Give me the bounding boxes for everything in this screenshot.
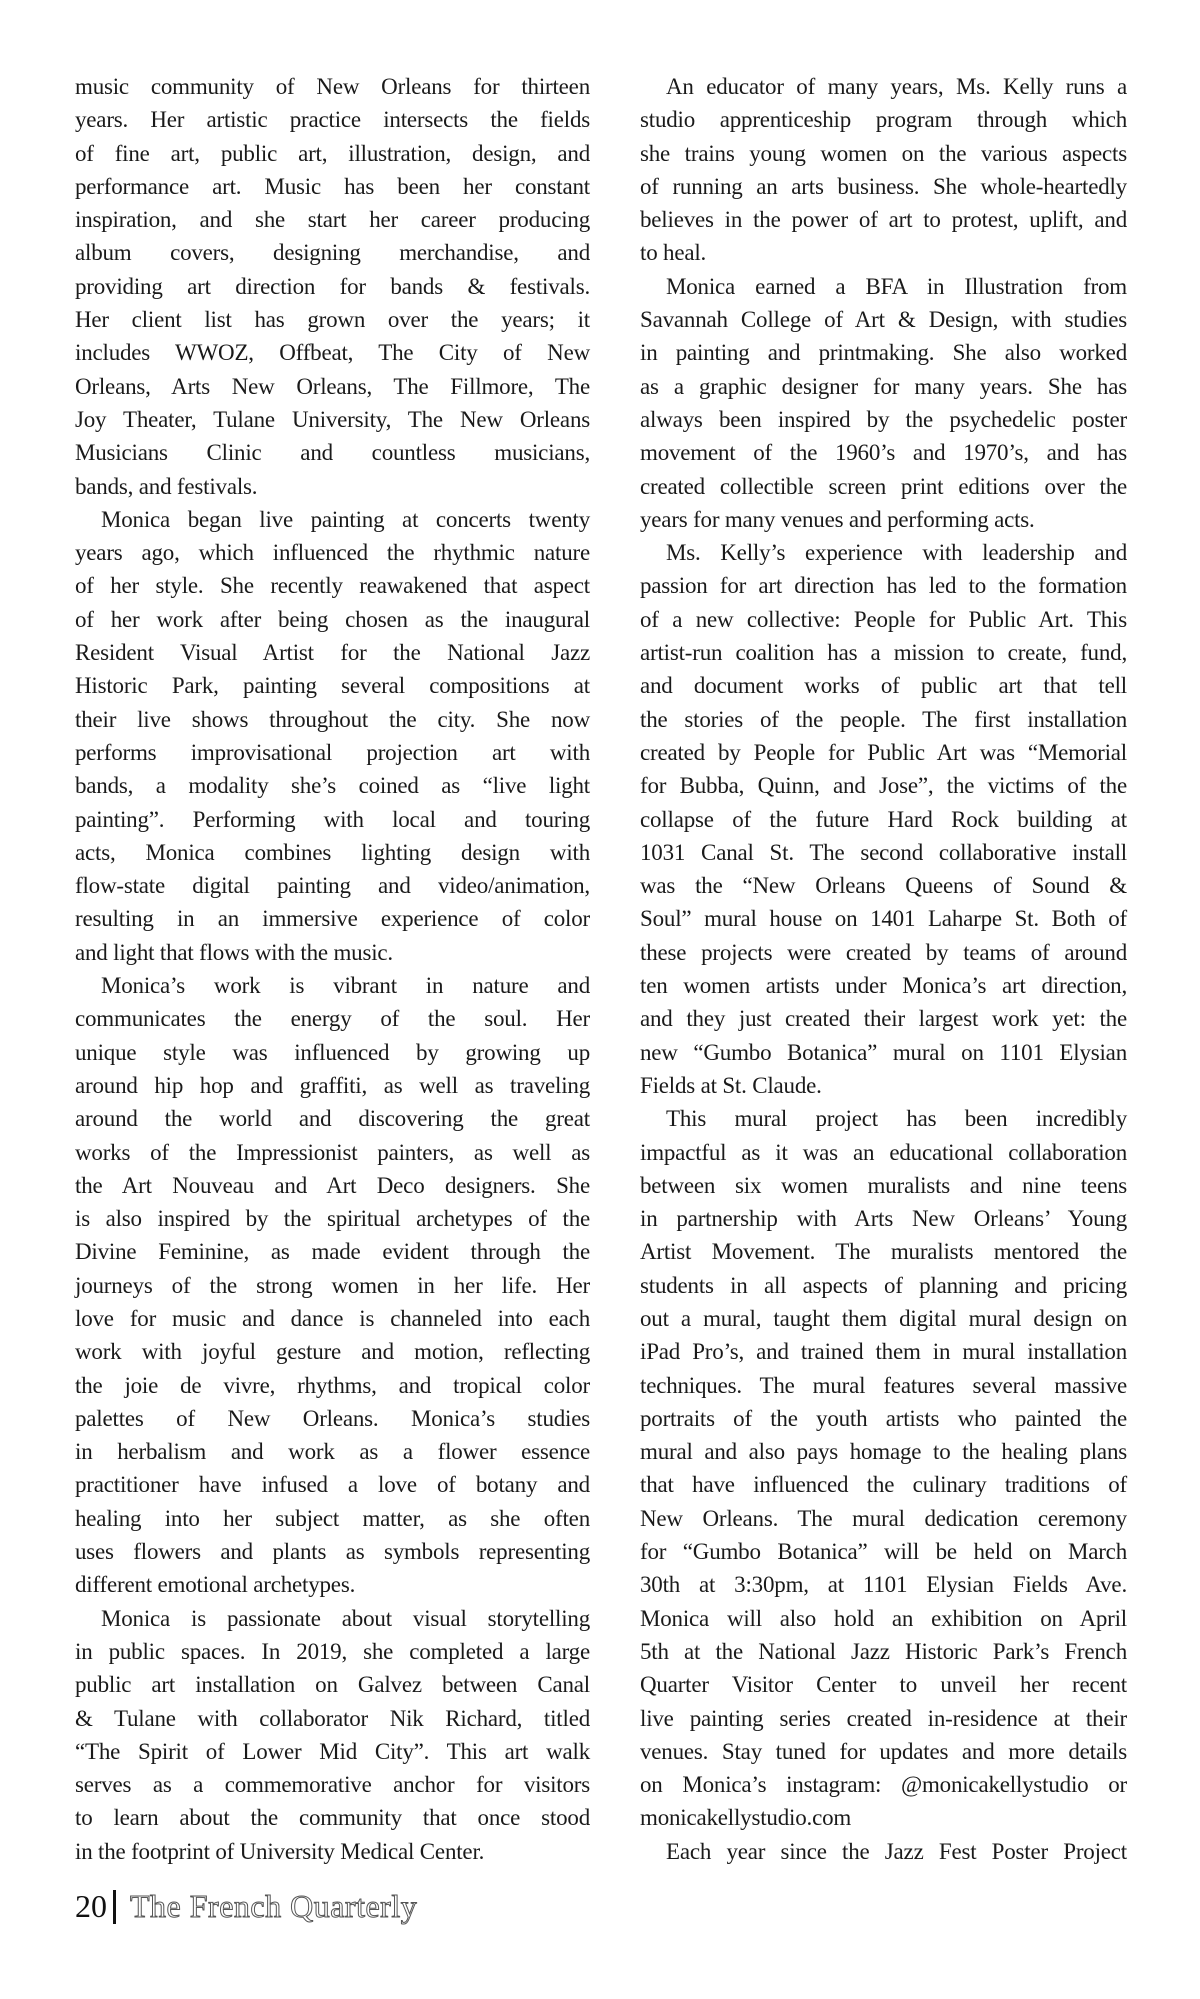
text-line: Joy Theater, Tulane University, The New Orleans <box>75 406 590 432</box>
text-line: uses flowers and plants as symbols representing <box>75 1539 590 1565</box>
publication-title: The French Quarterly <box>130 1888 418 1924</box>
text-line: created collectible screen print editions over the <box>640 473 1127 499</box>
text-line: she trains young women on the various aspects <box>640 140 1127 166</box>
text-line: Resident Visual Artist for the National Jazz <box>75 640 590 666</box>
text-line: created by People for Public Art was “Memorial <box>640 739 1127 765</box>
text-line: iPad Pro’s, and trained them in mural installation <box>640 1339 1127 1365</box>
text-line: works of the Impressionist painters, as well as <box>75 1139 590 1165</box>
text-line: bands, a modality she’s coined as “live light <box>75 773 590 799</box>
text-line: 5th at the National Jazz Historic Park’s French <box>640 1638 1127 1664</box>
text-line: Fields at St. Claude. <box>640 1072 822 1098</box>
text-line: resulting in an immersive experience of color <box>75 906 590 932</box>
text-line: believes in the power of art to protest, uplift, and <box>640 207 1127 233</box>
text-line: Historic Park, painting several compositions at <box>75 673 590 699</box>
text-line: and they just created their largest work yet: the <box>640 1006 1127 1032</box>
text-line: This mural project has been incredibly <box>666 1106 1127 1132</box>
text-line: in the footprint of University Medical Center. <box>75 1838 485 1864</box>
page-footer <box>75 1888 417 1925</box>
text-line: Orleans, Arts New Orleans, The Fillmore, The <box>75 373 590 399</box>
text-line: movement of the 1960’s and 1970’s, and has <box>640 440 1127 466</box>
text-line: Artist Movement. The muralists mentored the <box>640 1239 1127 1265</box>
text-line: in public spaces. In 2019, she completed a large <box>75 1638 590 1664</box>
text-line: was the “New Orleans Queens of Sound & <box>640 873 1127 899</box>
text-line: as a graphic designer for many years. She has <box>640 373 1127 399</box>
article-column-left <box>75 70 590 1868</box>
footer-divider <box>113 1890 116 1924</box>
text-line: new “Gumbo Botanica” mural on 1101 Elysian <box>640 1039 1127 1065</box>
text-line: work with joyful gesture and motion, reflecting <box>75 1339 590 1365</box>
text-line: for “Gumbo Botanica” will be held on March <box>640 1539 1127 1565</box>
text-line: Soul” mural house on 1401 Laharpe St. Both of <box>640 906 1127 932</box>
text-line: in herbalism and work as a flower essence <box>75 1439 590 1465</box>
text-line: Divine Feminine, as made evident through the <box>75 1239 590 1265</box>
text-line: years. Her artistic practice intersects the fields <box>75 107 590 133</box>
text-line: serves as a commemorative anchor for visitors <box>75 1772 590 1798</box>
text-line: Savannah College of Art & Design, with studies <box>640 307 1127 333</box>
text-line: mural and also pays homage to the healing plans <box>640 1439 1127 1465</box>
text-line: ten women artists under Monica’s art direction, <box>640 973 1127 999</box>
text-line: the Art Nouveau and Art Deco designers. She <box>75 1172 590 1198</box>
text-line: on Monica’s instagram: @monicakellystudio or <box>640 1772 1127 1798</box>
text-line: inspiration, and she start her career producing <box>75 207 590 233</box>
text-line: Monica earned a BFA in Illustration from <box>666 273 1127 299</box>
text-line: Monica is passionate about visual storytelling <box>101 1605 590 1631</box>
text-line: Her client list has grown over the years; it <box>75 307 590 333</box>
text-line: collapse of the future Hard Rock building at <box>640 806 1127 832</box>
text-line: music community of New Orleans for thirteen <box>75 74 590 99</box>
text-line: around hip hop and graffiti, as well as traveling <box>75 1072 590 1098</box>
text-line: is also inspired by the spiritual archetypes of the <box>75 1206 590 1232</box>
text-line: that have influenced the culinary traditions of <box>640 1472 1127 1498</box>
text-line: acts, Monica combines lighting design with <box>75 839 590 865</box>
text-line: love for music and dance is channeled into each <box>75 1305 590 1331</box>
text-line: and document works of public art that tell <box>640 673 1127 699</box>
text-line: to heal. <box>640 240 707 266</box>
text-line: Quarter Visitor Center to unveil her recent <box>640 1672 1127 1698</box>
text-line: New Orleans. The mural dedication ceremony <box>640 1505 1127 1531</box>
text-line: live painting series created in-residence at their <box>640 1705 1127 1731</box>
text-line: the joie de vivre, rhythms, and tropical color <box>75 1372 590 1398</box>
text-line: 1031 Canal St. The second collaborative install <box>640 839 1127 865</box>
text-line: studio apprenticeship program through which <box>640 107 1127 133</box>
text-line: in painting and printmaking. She also worked <box>640 340 1127 366</box>
text-line: always been inspired by the psychedelic poster <box>640 406 1127 432</box>
text-line: these projects were created by teams of around <box>640 939 1127 965</box>
text-line: students in all aspects of planning and pricing <box>640 1272 1127 1298</box>
text-line: passion for art direction has led to the formation <box>640 573 1127 599</box>
text-line: album covers, designing merchandise, and <box>75 240 590 266</box>
text-line: to learn about the community that once stood <box>75 1805 590 1831</box>
text-line: public art installation on Galvez between Canal <box>75 1672 590 1698</box>
text-line: in partnership with Arts New Orleans’ Young <box>640 1206 1127 1232</box>
text-line: Ms. Kelly’s experience with leadership and <box>666 540 1127 566</box>
text-line: performs improvisational projection art with <box>75 739 590 765</box>
text-line: Each year since the Jazz Fest Poster Project <box>666 1838 1127 1864</box>
text-line: and light that flows with the music. <box>75 939 393 965</box>
text-line: years ago, which influenced the rhythmic nature <box>75 540 590 566</box>
page-number: 20 <box>75 1888 107 1924</box>
text-line: of her style. She recently reawakened that aspect <box>75 573 590 599</box>
text-line: painting”. Performing with local and touring <box>75 806 590 832</box>
text-line: techniques. The mural features several massive <box>640 1372 1127 1398</box>
text-line: providing art direction for bands & festivals. <box>75 273 590 299</box>
text-line: the stories of the people. The first installation <box>640 706 1127 732</box>
text-line: unique style was influenced by growing up <box>75 1039 590 1065</box>
text-line: includes WWOZ, Offbeat, The City of New <box>75 340 590 366</box>
text-line: “The Spirit of Lower Mid City”. This art walk <box>75 1738 590 1764</box>
text-line: out a mural, taught them digital mural design on <box>640 1305 1127 1331</box>
text-line: years for many venues and performing acts. <box>640 506 1035 532</box>
text-line: around the world and discovering the great <box>75 1106 590 1132</box>
text-line: of running an arts business. She whole-heartedly <box>640 173 1127 199</box>
text-line: Musicians Clinic and countless musicians, <box>75 440 590 466</box>
text-line: impactful as it was an educational collaboration <box>640 1139 1127 1165</box>
text-line: Monica will also hold an exhibition on April <box>640 1605 1127 1631</box>
text-line: journeys of the strong women in her life. Her <box>75 1272 590 1298</box>
text-line: monicakellystudio.com <box>640 1805 852 1831</box>
text-line: performance art. Music has been her constant <box>75 173 590 199</box>
text-line: An educator of many years, Ms. Kelly runs a <box>666 74 1127 99</box>
text-line: flow-state digital painting and video/animation, <box>75 873 590 899</box>
text-line: between six women muralists and nine teens <box>640 1172 1127 1198</box>
text-line: palettes of New Orleans. Monica’s studies <box>75 1405 590 1431</box>
text-line: artist-run coalition has a mission to create, fund, <box>640 640 1127 666</box>
text-line: venues. Stay tuned for updates and more details <box>640 1738 1127 1764</box>
text-line: communicates the energy of the soul. Her <box>75 1006 590 1032</box>
text-line: healing into her subject matter, as she often <box>75 1505 590 1531</box>
text-line: 30th at 3:30pm, at 1101 Elysian Fields Ave. <box>640 1572 1127 1598</box>
text-line: their live shows throughout the city. She now <box>75 706 590 732</box>
text-line: for Bubba, Quinn, and Jose”, the victims of the <box>640 773 1127 799</box>
text-line: of her work after being chosen as the inaugural <box>75 606 590 632</box>
text-line: practitioner have infused a love of botany and <box>75 1472 590 1498</box>
article-column-right <box>640 70 1127 1868</box>
text-line: portraits of the youth artists who painted the <box>640 1405 1127 1431</box>
text-line: Monica’s work is vibrant in nature and <box>101 973 590 999</box>
text-line: of a new collective: People for Public Art. This <box>640 606 1127 632</box>
text-line: Monica began live painting at concerts twenty <box>101 506 590 532</box>
text-line: & Tulane with collaborator Nik Richard, titled <box>75 1705 590 1731</box>
text-line: of fine art, public art, illustration, design, and <box>75 140 590 166</box>
text-line: different emotional archetypes. <box>75 1572 356 1598</box>
text-line: bands, and festivals. <box>75 473 258 499</box>
